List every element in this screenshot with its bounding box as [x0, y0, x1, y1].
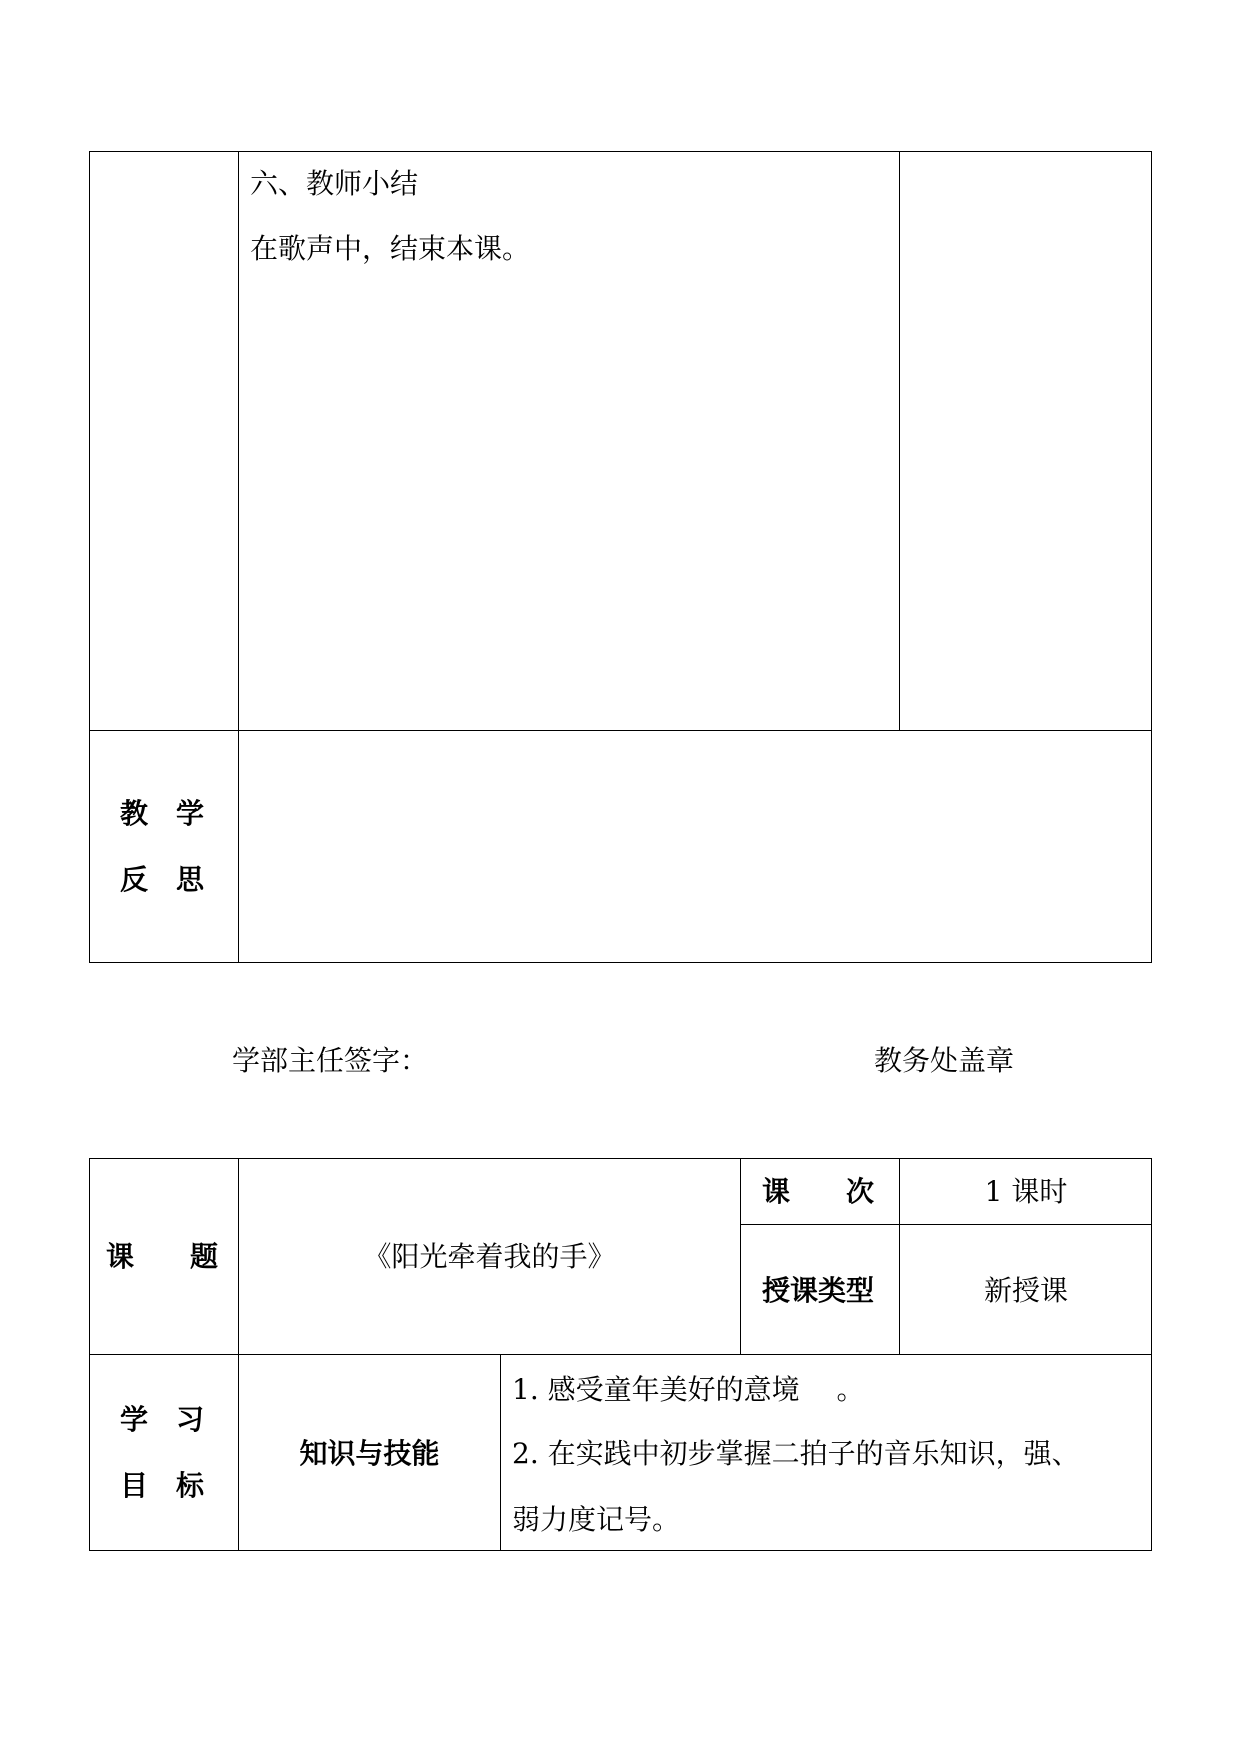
session-value: 1 课时 [984, 1175, 1068, 1208]
type-label: 授课类型 [762, 1274, 875, 1307]
lesson-table-top [89, 151, 1152, 963]
stamp-label: 教务处盖章 [874, 1044, 1015, 1077]
goal-item-2: 2. 在实践中初步掌握二拍子的音乐知识，强、 [512, 1437, 1080, 1470]
goals-label-line2: 目 标 [120, 1469, 205, 1502]
type-value: 新授课 [983, 1274, 1068, 1307]
goal-item-2-continued: 弱力度记号。 [512, 1503, 681, 1536]
topic-label: 课 题 [106, 1240, 219, 1273]
skills-label: 知识与技能 [299, 1437, 440, 1470]
topic-value: 《阳光牵着我的手》 [363, 1240, 616, 1273]
goals-label-line1: 学 习 [120, 1403, 205, 1436]
session-label: 课 次 [762, 1175, 875, 1208]
table2-row-divider-small [740, 1224, 1152, 1225]
reflection-label-line2: 反 思 [120, 863, 205, 896]
table2-col-divider-goals [500, 1354, 501, 1551]
content-heading: 六、教师小结 [250, 167, 419, 200]
reflection-label-line1: 教 学 [120, 797, 205, 830]
goal-item-1: 1. 感受童年美好的意境 。 [512, 1373, 865, 1406]
table2-col-divider-2 [740, 1158, 741, 1355]
table1-col-divider-right [899, 151, 900, 731]
table1-col-divider-left [238, 151, 239, 963]
table2-row-divider [89, 1354, 1152, 1355]
content-line: 在歌声中，结束本课。 [250, 232, 531, 265]
director-signature-label: 学部主任签字： [232, 1044, 429, 1077]
table1-row-divider [89, 730, 1152, 731]
